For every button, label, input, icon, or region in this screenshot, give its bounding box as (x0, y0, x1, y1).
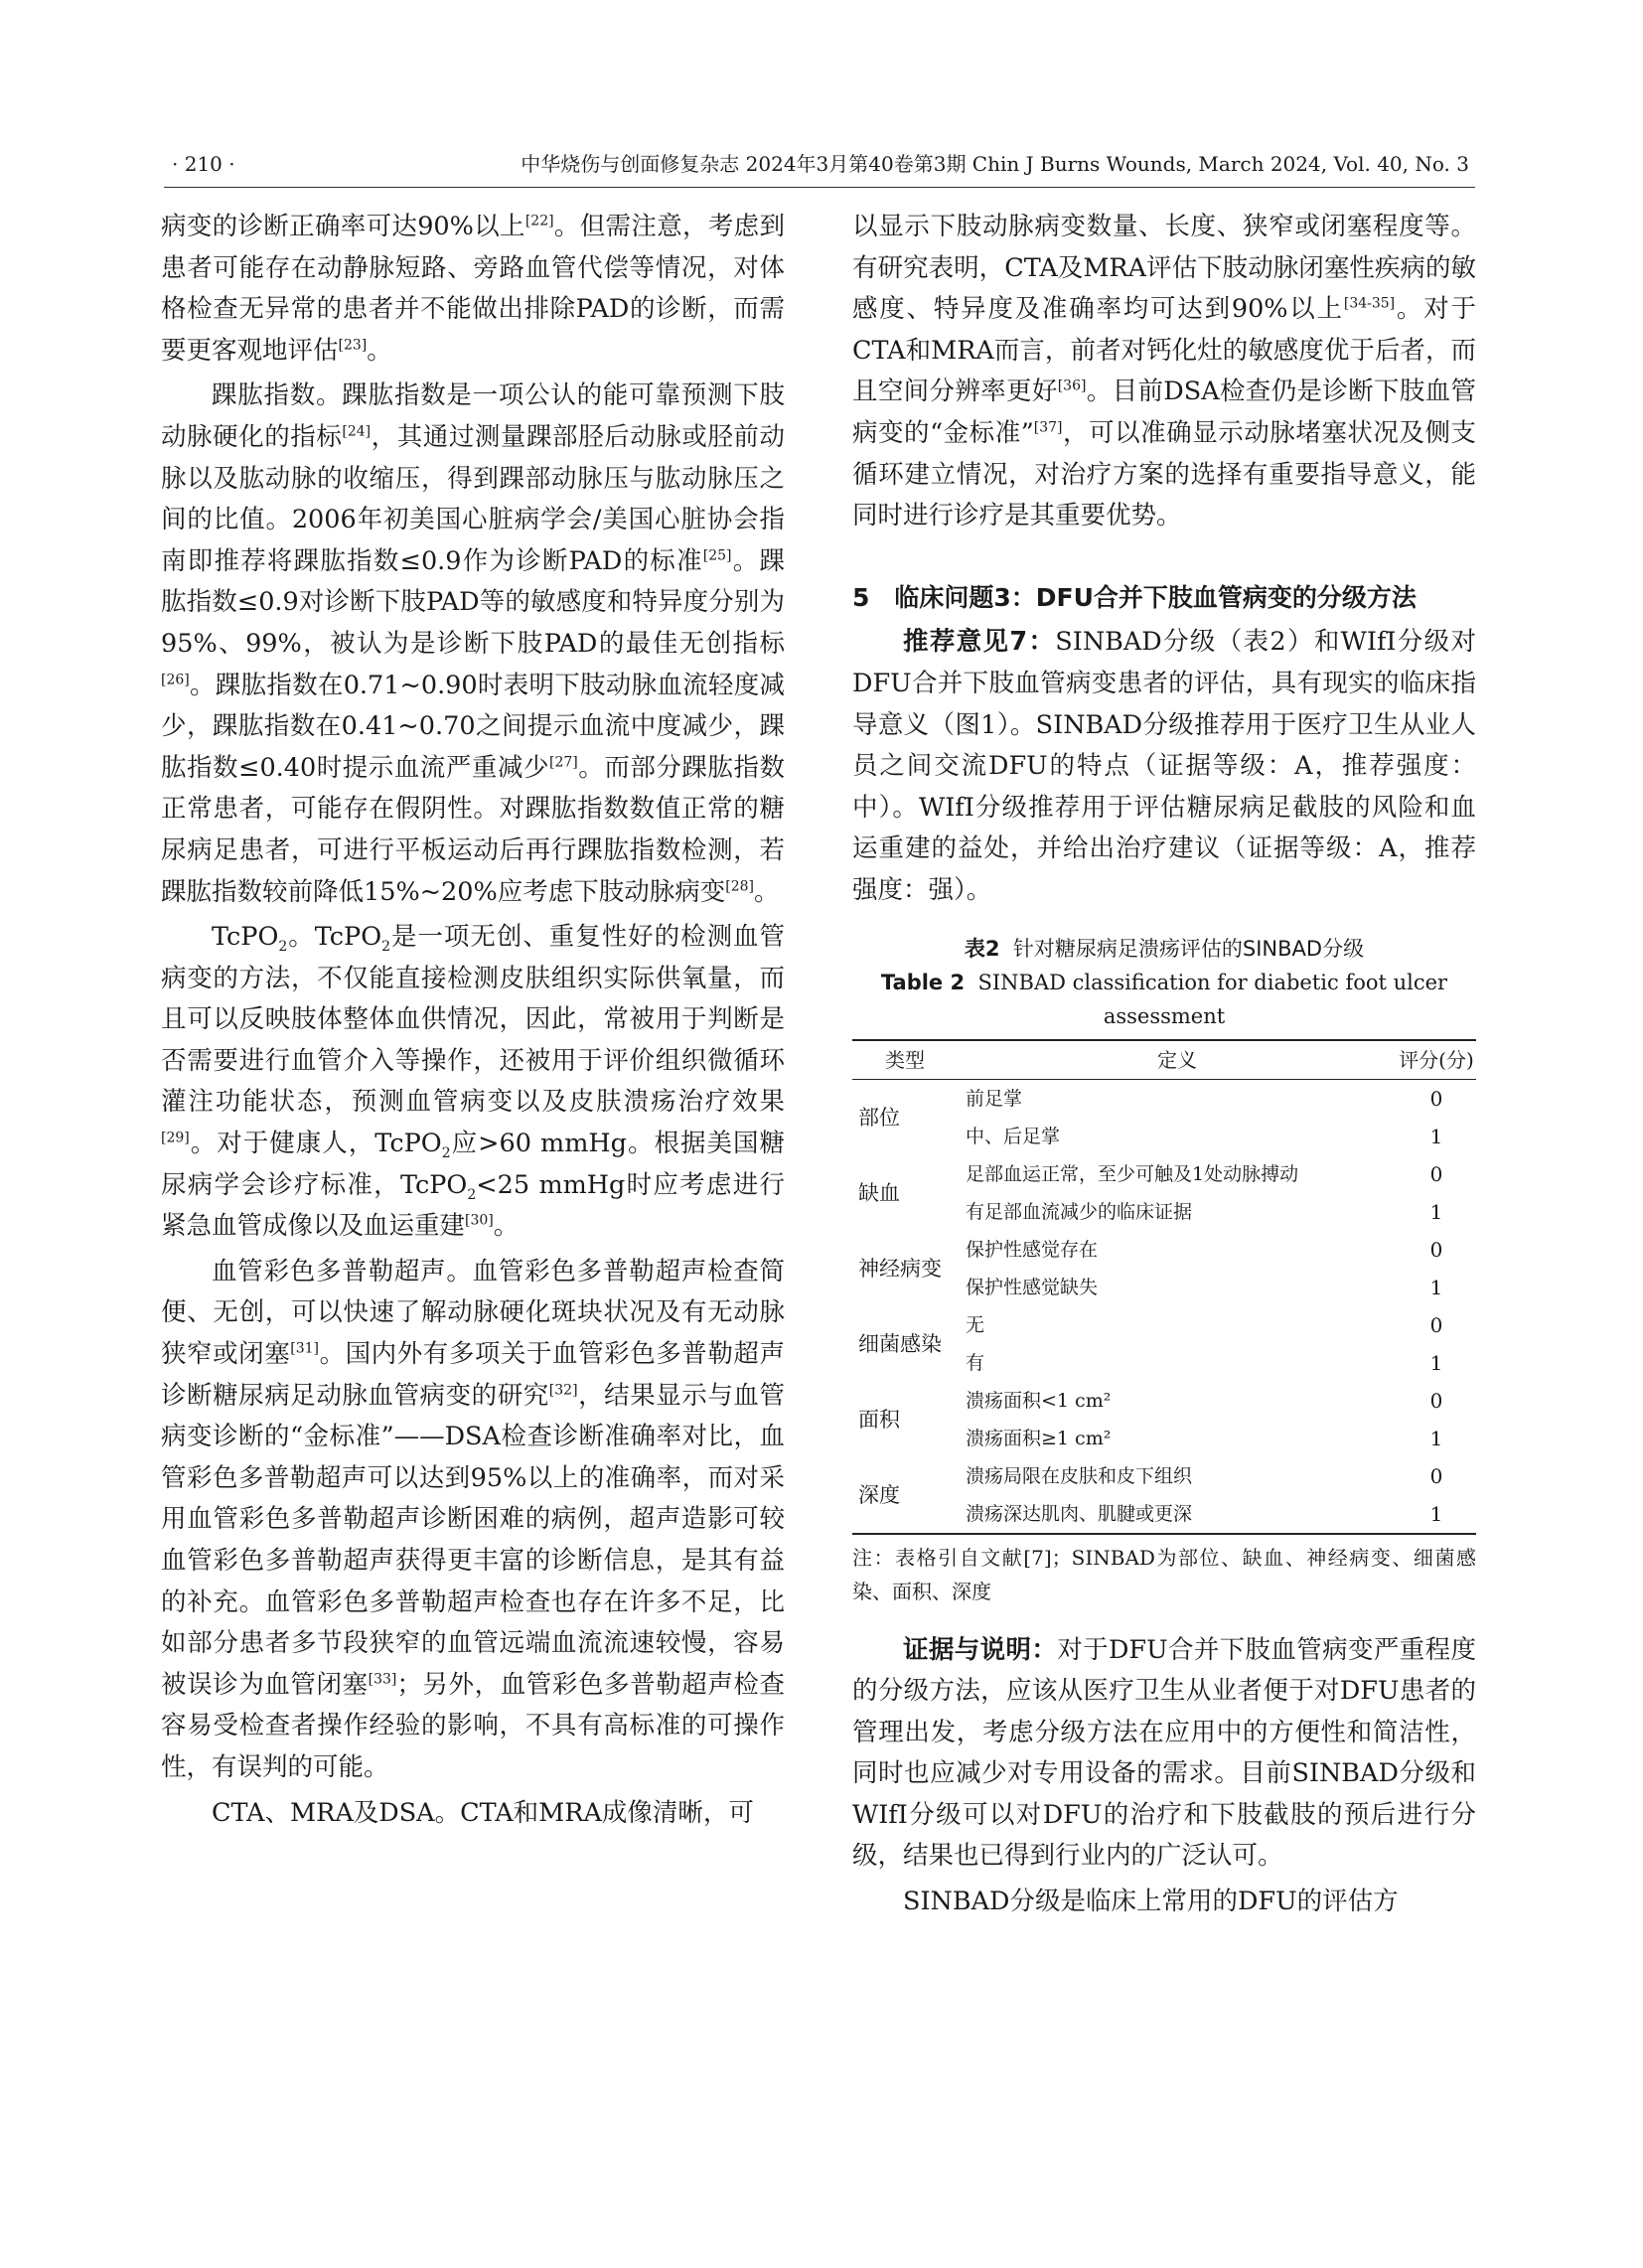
journal-citation: 中华烧伤与创面修复杂志 2024年3月第40卷第3期 Chin J Burns Wounds, March 2024, Vol. 40, No. 3 (521, 152, 1469, 176)
evidence-label: 证据与说明： (903, 1634, 1058, 1665)
paragraph-abi: 踝肱指数。踝肱指数是一项公认的能可靠预测下肢动脉硬化的指标[24]，其通过测量踝部胫后动脉或胫前动脉以及肱动脉的收缩压，得到踝部动脉压与肱动脉压之间的比值。2006年初美国心脏病学会/美国心脏协会指南即推荐将踝肱指数≤0.9作为诊断PAD的标准[25]。踝肱指数≤0.9对诊断下肢PAD等的敏感度和特异度分别为95%、99%，被认为是诊断下肢PAD的最佳无创指标[26]。踝肱指数在0.71~0.90时表明下肢动脉血流轻度减少，踝肱指数在0.41~0.70之间提示血流中度减少，踝肱指数≤0.40时提示血流严重减少[27]。而部分踝肱指数正常患者，可能存在假阴性。对踝肱指数数值正常的糖尿病足患者，可进行平板运动后再行踝肱指数检测，若踝肱指数较前降低15%~20%应考虑下肢动脉病变[28]。 (161, 380, 785, 907)
sinbad-table (852, 1039, 1476, 1535)
category-cell: 深度 (858, 1482, 900, 1507)
paragraph-cta-continued: 以显示下肢动脉病变数量、长度、狭窄或闭塞程度等。有研究表明，CTA及MRA评估下肢动脉闭塞性疾病的敏感度、特异度及准确率均可达到90%以上[34-35]。对于CTA和MRA而言，前者对钙化灶的敏感度优于后者，而且空间分辨率更好[36]。目前DSA检查仍是诊断下肢血管病变的“金标准”[37]，可以准确显示动脉堵塞状况及侧支循环建立情况，对治疗方案的选择有重要指导意义，能同时进行诊疗是其重要优势。 (852, 212, 1476, 531)
category-cell: 细菌感染 (858, 1331, 942, 1356)
table-row: 缺血 足部血运正常，至少可触及1处动脉搏动 0 (852, 1155, 1476, 1193)
category-cell: 部位 (858, 1105, 900, 1130)
running-header (164, 147, 1475, 188)
header-definition: 定义 (1157, 1047, 1197, 1072)
paragraph-tcpo2: TcPO$_2$。TcPO$_2$是一项无创、重复性好的检测血管病变的方法，不仅能直接检测皮肤组织实际供氧量，而且可以反映肢体整体血供情况，因此，常被用于判断是否需要进行血管介入等操作，还被用于评价组织微循环灌注功能状态，预测血管病变以及皮肤溃疡治疗效果[29]。对于健康人，TcPO$_2$应>60 mmHg。根据美国糖尿病学会诊疗标准，TcPO$_2$<25 mmHg时应考虑进行紧急血管成像以及血运重建[30]。 (161, 922, 786, 1242)
paragraph-evidence: 证据与说明：对于DFU合并下肢血管病变严重程度的分级方法，应该从医疗卫生从业者便于对DFU患者的管理出发，考虑分级方法在应用中的方便性和简洁性，同时也应减少对专用设备的需求。目前SINBAD分级和WIfI分级可以对DFU的治疗和下肢截肢的预后进行分级，结果也已得到行业内的广泛认可。 (852, 1634, 1476, 1872)
table-row: 神经病变 保护性感觉存在 0 (852, 1231, 1476, 1269)
header-score: 评分(分) (1399, 1047, 1474, 1072)
table-row: 溃疡面积≥1 cm² 1 (966, 1426, 1443, 1450)
table-row: 面积 溃疡面积<1 cm² 0 (852, 1382, 1476, 1420)
table-note: 注：表格引自文献[7]；SINBAD为部位、缺血、神经病变、细菌感染、面积、深度 (852, 1545, 1476, 1603)
paragraph-cta-mra-dsa: CTA、MRA及DSA。CTA和MRA成像清晰，可 (212, 1797, 754, 1828)
category-cell: 神经病变 (858, 1256, 942, 1281)
recommendation-label: 推荐意见7： (903, 627, 1056, 658)
page-number: · 210 · (172, 152, 235, 176)
category-cell: 缺血 (858, 1180, 900, 1205)
table-row: 细菌感染 无 0 (852, 1306, 1476, 1344)
right-column (852, 207, 1476, 1923)
table-caption: 表2 针对糖尿病足溃疡评估的SINBAD分级 Table 2 SINBAD classification for diabetic foot ulcer assessment (880, 936, 1448, 1028)
table-row: 中、后足掌 1 (966, 1124, 1443, 1148)
paragraph-recommendation: 推荐意见7：SINBAD分级（表2）和WIfI分级对DFU合并下肢血管病变患者的评估，具有现实的临床指导意义（图1）。SINBAD分级推荐用于医疗卫生从业人员之间交流DFU的特点（证据等级：A，推荐强度：中）。WIfI分级推荐用于评估糖尿病足截肢的风险和血运重建的益处，并给出治疗建议（证据等级：A，推荐强度：强）。 (852, 627, 1476, 905)
table-row: 溃疡深达肌肉、肌腱或更深 1 (852, 1495, 1476, 1534)
table-header-row (852, 1040, 1476, 1080)
section-heading: 5 临床问题3：DFU合并下肢血管病变的分级方法 (852, 582, 1417, 612)
table-row: 保护性感觉缺失 1 (966, 1275, 1443, 1299)
table-row: 有足部血流减少的临床证据 1 (966, 1199, 1443, 1224)
table-row: 部位 前足掌 0 (852, 1079, 1476, 1118)
category-cell: 面积 (858, 1407, 900, 1432)
paragraph-sinbad-intro: SINBAD分级是临床上常用的DFU的评估方 (903, 1887, 1399, 1917)
paragraph-doppler: 血管彩色多普勒超声。血管彩色多普勒超声检查简便、无创，可以快速了解动脉硬化斑块状况及有无动脉狭窄或闭塞[31]。国内外有多项关于血管彩色多普勒超声诊断糖尿病足动脉血管病变的研究[32]，结果显示与血管病变诊断的“金标准”——DSA检查诊断准确率对比，血管彩色多普勒超声可以达到95%以上的准确率，而对采用血管彩色多普勒超声诊断困难的病例，超声造影可较血管彩色多普勒超声获得更丰富的诊断信息，是其有益的补充。血管彩色多普勒超声检查也存在许多不足，比如部分患者多节段狭窄的血管远端血流流速较慢，容易被误诊为血管闭塞[33]；另外，血管彩色多普勒超声检查容易受检查者操作经验的影响，不具有高标准的可操作性，有误判的可能。 (161, 1256, 785, 1782)
left-column (161, 207, 785, 1834)
table-row: 有 1 (966, 1350, 1443, 1375)
table-row: 深度 溃疡局限在皮肤和皮下组织 0 (852, 1457, 1476, 1495)
header-type: 类型 (885, 1047, 925, 1072)
paragraph-physical-exam-end: 病变的诊断正确率可达90%以上[22]。但需注意，考虑到患者可能存在动静脉短路、旁路血管代偿等情况，对体格检查无异常的患者并不能做出排除PAD的诊断，而需要更客观地评估[23]。 (161, 212, 785, 366)
